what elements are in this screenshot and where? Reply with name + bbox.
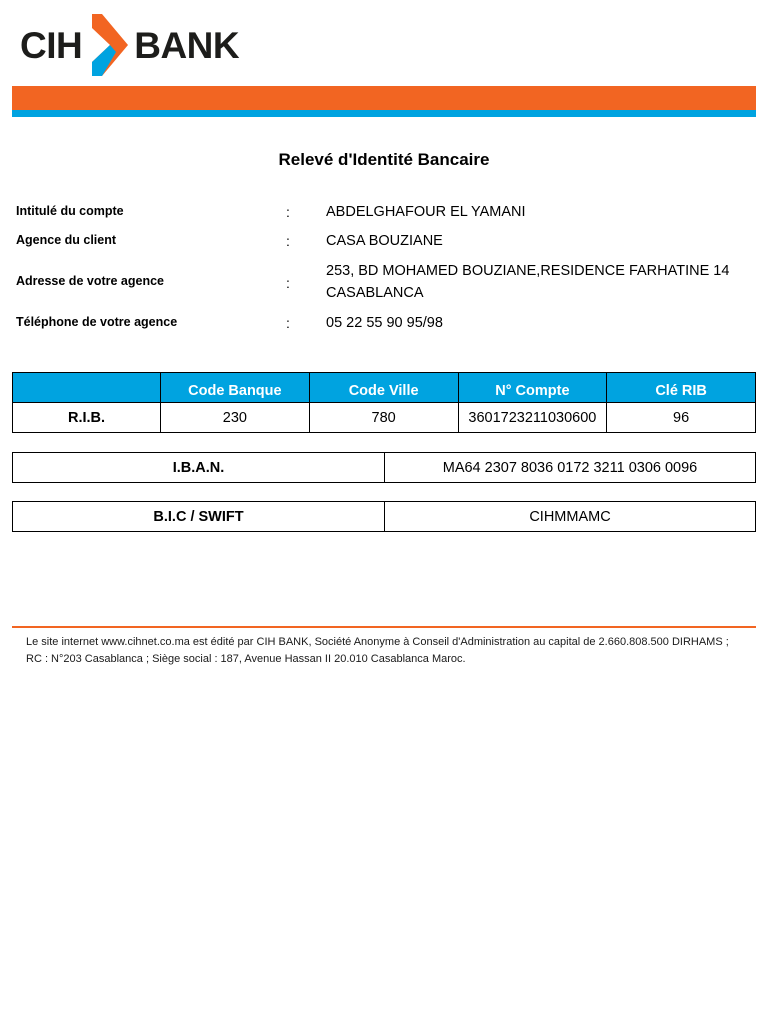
chevron-right-icon bbox=[88, 12, 130, 78]
rib-table bbox=[12, 372, 756, 433]
rib-data-row bbox=[13, 403, 756, 433]
rib-header-city-code: Code Ville bbox=[309, 373, 458, 403]
rib-header-rib-key: Clé RIB bbox=[607, 373, 756, 403]
legal-footer bbox=[26, 634, 756, 668]
bic-label: B.I.C / SWIFT bbox=[13, 502, 385, 532]
agency-phone-colon: : bbox=[286, 315, 290, 331]
bic-table bbox=[12, 501, 756, 532]
rib-header-row bbox=[13, 373, 756, 403]
rib-account-number: 3601723211030600 bbox=[458, 403, 607, 433]
document-title: Relevé d'Identité Bancaire bbox=[278, 150, 490, 169]
footer-divider bbox=[12, 626, 756, 628]
agency-phone-value: 05 22 55 90 95/98 bbox=[326, 315, 443, 331]
agency-address-colon: : bbox=[286, 275, 290, 291]
header-bar-blue bbox=[12, 110, 756, 117]
iban-value: MA64 2307 8036 0172 3211 0306 0096 bbox=[385, 453, 756, 483]
account-holder-label: Intitulé du compte bbox=[16, 204, 124, 218]
client-agency-colon: : bbox=[286, 233, 290, 249]
legal-footer-line-2: RC : N°203 Casablanca ; Siège social : 187, Avenue Hassan II 20.010 Casablanca Maroc. bbox=[26, 653, 466, 665]
agency-address-line-1: 253, BD MOHAMED BOUZIANE,RESIDENCE FARHATINE 14 bbox=[326, 263, 730, 279]
bic-row bbox=[13, 502, 756, 532]
rib-row-label: R.I.B. bbox=[13, 403, 161, 433]
account-holder-colon: : bbox=[286, 204, 290, 220]
agency-phone-label: Téléphone de votre agence bbox=[16, 315, 178, 329]
agency-address-label: Adresse de votre agence bbox=[16, 274, 164, 288]
iban-row bbox=[13, 453, 756, 483]
logo-text-left: CIH bbox=[20, 24, 83, 66]
client-agency-label: Agence du client bbox=[16, 233, 117, 247]
bank-logo bbox=[20, 12, 239, 78]
rib-header-empty bbox=[13, 373, 161, 403]
agency-address-value bbox=[326, 260, 729, 304]
rib-header-account-number: N° Compte bbox=[458, 373, 607, 403]
client-agency-value: CASA BOUZIANE bbox=[326, 233, 443, 249]
logo-text-right: BANK bbox=[134, 24, 240, 66]
rib-bank-code: 230 bbox=[161, 403, 310, 433]
iban-table bbox=[12, 452, 756, 483]
account-holder-value: ABDELGHAFOUR EL YAMANI bbox=[326, 204, 526, 220]
header-bar-orange bbox=[12, 86, 756, 110]
bic-value: CIHMMAMC bbox=[385, 502, 756, 532]
iban-label: I.B.A.N. bbox=[13, 453, 385, 483]
rib-header-bank-code: Code Banque bbox=[161, 373, 310, 403]
rib-key: 96 bbox=[607, 403, 756, 433]
agency-address-line-2: CASABLANCA bbox=[326, 285, 424, 301]
legal-footer-line-1: Le site internet www.cihnet.co.ma est édité par CIH BANK, Société Anonyme à Conseil d'Administration au capital de 2.660.808.500 DIRHAMS ; bbox=[26, 636, 729, 648]
rib-city-code: 780 bbox=[309, 403, 458, 433]
